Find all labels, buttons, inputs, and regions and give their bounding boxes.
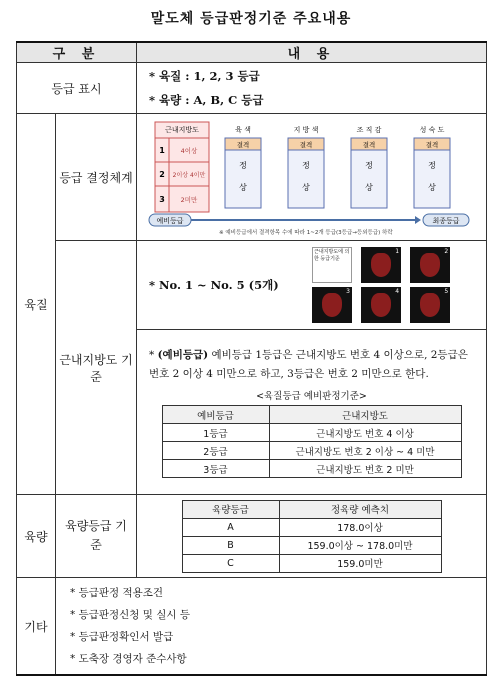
- prelim-header-marbling: 근내지방도: [269, 406, 461, 424]
- yield-header-grade: 육량등급: [182, 500, 279, 518]
- yield-grade-table: [182, 500, 442, 573]
- marbling-range: * No. 1 ~ No. 5 (5개): [149, 278, 279, 292]
- factor-group: [225, 125, 450, 208]
- normal-label: 상: [301, 183, 310, 192]
- grade-1: 1: [158, 146, 165, 155]
- grade-3-desc: 2미만: [180, 196, 197, 204]
- factor-label: 조 직 감: [356, 126, 381, 134]
- marbling-row: [17, 241, 487, 330]
- normal-label: 상: [364, 183, 373, 192]
- system-label: 등급 결정체계: [56, 114, 137, 241]
- grade-2: 2: [158, 170, 165, 179]
- marbling-description: * (예비등급) 예비등급 1등급은 근내지방도 번호 4 이상으로, 2등급은 번호 2 이상 4 미만으로 하고, 3등급은 번호 2 미만으로 한다.: [149, 349, 468, 380]
- table-row: 1등급 근내지방도 번호 4 이상: [162, 424, 461, 442]
- yield-table-cell: [137, 495, 487, 578]
- table-row: 3등급 근내지방도 번호 2 미만: [162, 460, 461, 478]
- prelim-table-title: <육질등급 예비판정기준>: [256, 391, 367, 402]
- prelim-header-grade: 예비등급: [162, 406, 269, 424]
- defect-label: 결격: [236, 141, 249, 149]
- header-content: 내 용: [137, 42, 487, 63]
- grade-2-desc: 2이상 4이만: [172, 172, 205, 179]
- table-row: C 159.0미만: [182, 554, 441, 572]
- diagram-note: ※ 예비등급에서 결격항목 수에 따라 1~2개 등급(3등급→등외등급) 하락: [218, 230, 393, 236]
- marbling-photo-5: 5: [410, 287, 450, 323]
- header-row: [17, 42, 487, 63]
- marbling-title: 근내지방도: [164, 126, 199, 134]
- other-row: [17, 578, 487, 676]
- grade-display-label: 등급 표시: [17, 63, 137, 114]
- grade-3: 3: [158, 195, 165, 204]
- marbling-photo-1: 1: [361, 247, 401, 283]
- page-title: 말도체 등급판정기준 주요내용: [150, 11, 352, 27]
- normal-label: 정: [238, 161, 247, 170]
- table-row: 2등급 근내지방도 번호 2 이상 ~ 4 미만: [162, 442, 461, 460]
- normal-label: 정: [427, 161, 436, 170]
- header-category: 구 분: [17, 42, 137, 63]
- criteria-table: [16, 41, 487, 676]
- other-item-1: * 등급판정 적용조건: [70, 587, 164, 599]
- other-item-3: * 등급판정확인서 발급: [70, 631, 174, 643]
- other-content: [56, 578, 487, 676]
- yield-label: 육량: [17, 495, 56, 578]
- prelim-grade-label: 예비등급: [155, 217, 184, 225]
- yield-sub-label: 육량등급 기준: [56, 495, 137, 578]
- grade-system-diagram: [147, 118, 477, 236]
- other-item-2: * 등급판정신청 및 실시 등: [70, 609, 191, 621]
- final-grade-label: 최종등급: [431, 217, 460, 225]
- other-item-4: * 도축장 경영자 준수사항: [70, 653, 187, 665]
- marbling-photos: [310, 245, 480, 325]
- quality-label: 육질: [17, 114, 56, 495]
- defect-label: 결격: [362, 141, 375, 149]
- normal-label: 정: [364, 161, 373, 170]
- marbling-photo-cell: [137, 241, 487, 330]
- prelim-grade-emphasis: (예비등급): [157, 349, 209, 361]
- marbling-photo-2: 2: [410, 247, 450, 283]
- photo-caption: 근내지방도에 의한 등급기준: [312, 247, 352, 283]
- normal-label: 상: [427, 183, 436, 192]
- defect-label: 결격: [425, 141, 438, 149]
- yield-header-estimate: 정육량 예측치: [279, 500, 441, 518]
- normal-label: 정: [301, 161, 310, 170]
- marbling-photo-4: 4: [361, 287, 401, 323]
- table-row: A 178.0이상: [182, 518, 441, 536]
- grade-quality-item: * 육질 : 1, 2, 3 등급: [149, 69, 260, 83]
- defect-label: 결격: [299, 141, 312, 149]
- marbling-photo-3: 3: [312, 287, 352, 323]
- grade-display-content: [137, 63, 487, 114]
- yield-row: [17, 495, 487, 578]
- system-row: [17, 114, 487, 241]
- prelim-grade-table: [162, 405, 462, 478]
- grade-display-row: [17, 63, 487, 114]
- factor-label: 지 방 색: [293, 126, 318, 134]
- factor-label: 육 색: [234, 126, 251, 134]
- system-diagram-cell: [137, 114, 487, 241]
- table-row: B 159.0이상 ~ 178.0미만: [182, 536, 441, 554]
- grade-yield-item: * 육량 : A, B, C 등급: [149, 93, 264, 107]
- other-label: 기타: [17, 578, 56, 676]
- factor-label: 성 숙 도: [419, 126, 444, 134]
- marbling-label: 근내지방도 기준: [56, 241, 137, 495]
- grade-1-desc: 4이상: [180, 147, 197, 155]
- marbling-desc-cell: [137, 330, 487, 495]
- normal-label: 상: [238, 183, 247, 192]
